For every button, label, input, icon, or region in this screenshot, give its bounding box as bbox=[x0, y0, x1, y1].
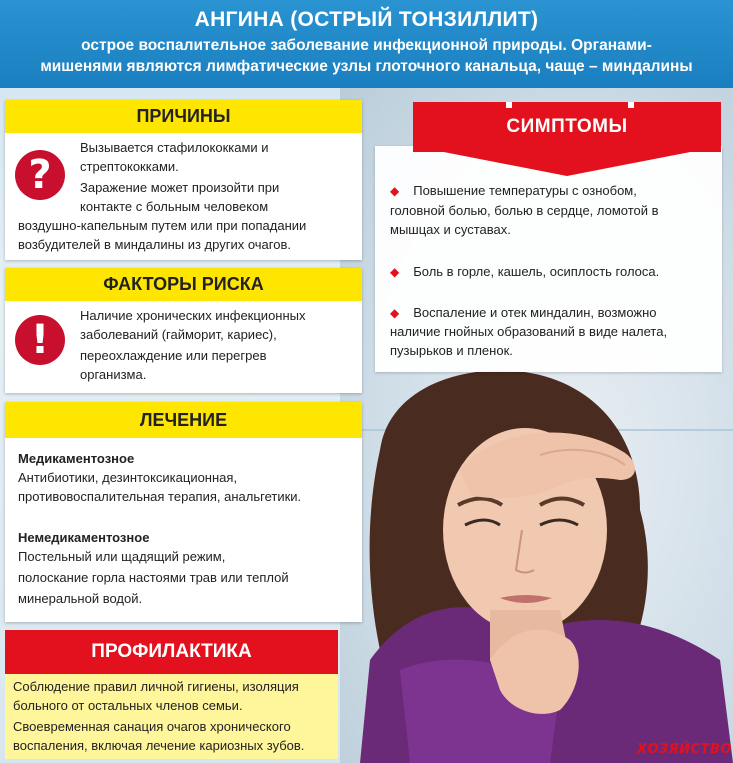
nonmedication-line-3: минеральной водой. bbox=[18, 591, 143, 606]
symptom-item-3-cont2: пузырьков и пленок. bbox=[390, 343, 513, 358]
subtitle-line-1: острое воспалительное заболевание инфекционной природы. Органами- bbox=[81, 37, 652, 54]
sick-woman-illustration bbox=[340, 360, 733, 763]
symptom-item-1-cont2: мышцах и суставах. bbox=[390, 222, 511, 237]
causes-line-5: воздушно-капельным путем или при попадании bbox=[18, 218, 307, 233]
exclamation-icon: ! bbox=[15, 315, 65, 365]
symptoms-heading: СИМПТОМЫ bbox=[413, 102, 721, 152]
diamond-bullet-icon: ◆ bbox=[390, 306, 400, 320]
causes-heading: ПРИЧИНЫ bbox=[5, 100, 362, 133]
brand-logo: ХОЗЯЙСТВО bbox=[636, 742, 732, 757]
symptom-item-1-cont: головной болью, болью в сердце, ломотой в bbox=[390, 203, 659, 218]
symptom-item-3-cont: наличие гнойных образований в виде налета, bbox=[390, 324, 668, 339]
diamond-bullet-icon: ◆ bbox=[390, 184, 400, 198]
medication-title: Медикаментозное bbox=[18, 451, 135, 466]
causes-line-2: стрептококками. bbox=[80, 159, 179, 174]
prevention-line-4: воспаления, включая лечение кариозных зубов. bbox=[13, 738, 305, 753]
symptom-item-2: ◆ Боль в горле, кашель, осиплость голоса. bbox=[390, 264, 660, 279]
causes-line-3: Заражение может произойти при bbox=[80, 180, 280, 195]
subtitle-line-2: мишенями являются лимфатические узлы глоточного канальца, чаще – миндалины bbox=[40, 58, 693, 75]
nonmedication-line-1: Постельный или щадящий режим, bbox=[18, 549, 226, 564]
prevention-heading: ПРОФИЛАКТИКА bbox=[5, 630, 338, 674]
symptom-item-1: ◆ Повышение температуры с ознобом, bbox=[390, 183, 637, 198]
prevention-line-3: Своевременная санация очагов хронического bbox=[13, 719, 291, 734]
risk-heading: ФАКТОРЫ РИСКА bbox=[5, 268, 362, 301]
causes-line-6: возбудителей в миндалины из других очагов. bbox=[18, 237, 291, 252]
nonmedication-title: Немедикаментозное bbox=[18, 530, 150, 545]
causes-line-4: контакте с больным человеком bbox=[80, 199, 269, 214]
risk-line-2: заболеваний (гайморит, кариес), bbox=[80, 327, 277, 342]
page-title: АНГИНА (ОСТРЫЙ ТОНЗИЛЛИТ) bbox=[194, 8, 539, 31]
prevention-line-1: Соблюдение правил личной гигиены, изоляция bbox=[13, 679, 299, 694]
risk-line-3: переохлаждение или перегрев bbox=[80, 348, 267, 363]
treatment-heading: ЛЕЧЕНИЕ bbox=[5, 402, 362, 438]
nonmedication-line-2: полоскание горла настоями трав или теплой bbox=[18, 570, 289, 585]
risk-line-1: Наличие хронических инфекционных bbox=[80, 308, 306, 323]
causes-line-1: Вызывается стафилококками и bbox=[80, 140, 269, 155]
risk-line-4: организма. bbox=[80, 367, 147, 382]
medication-line-2: противовоспалительная терапия, анальгетики. bbox=[18, 489, 302, 504]
prevention-line-2: больного от остальных членов семьи. bbox=[13, 698, 243, 713]
medication-line-1: Антибиотики, дезинтоксикационная, bbox=[18, 470, 238, 485]
symptom-item-3: ◆ Воспаление и отек миндалин, возможно bbox=[390, 305, 657, 320]
question-icon: ? bbox=[15, 150, 65, 200]
header-banner bbox=[0, 0, 733, 88]
diamond-bullet-icon: ◆ bbox=[390, 265, 400, 279]
